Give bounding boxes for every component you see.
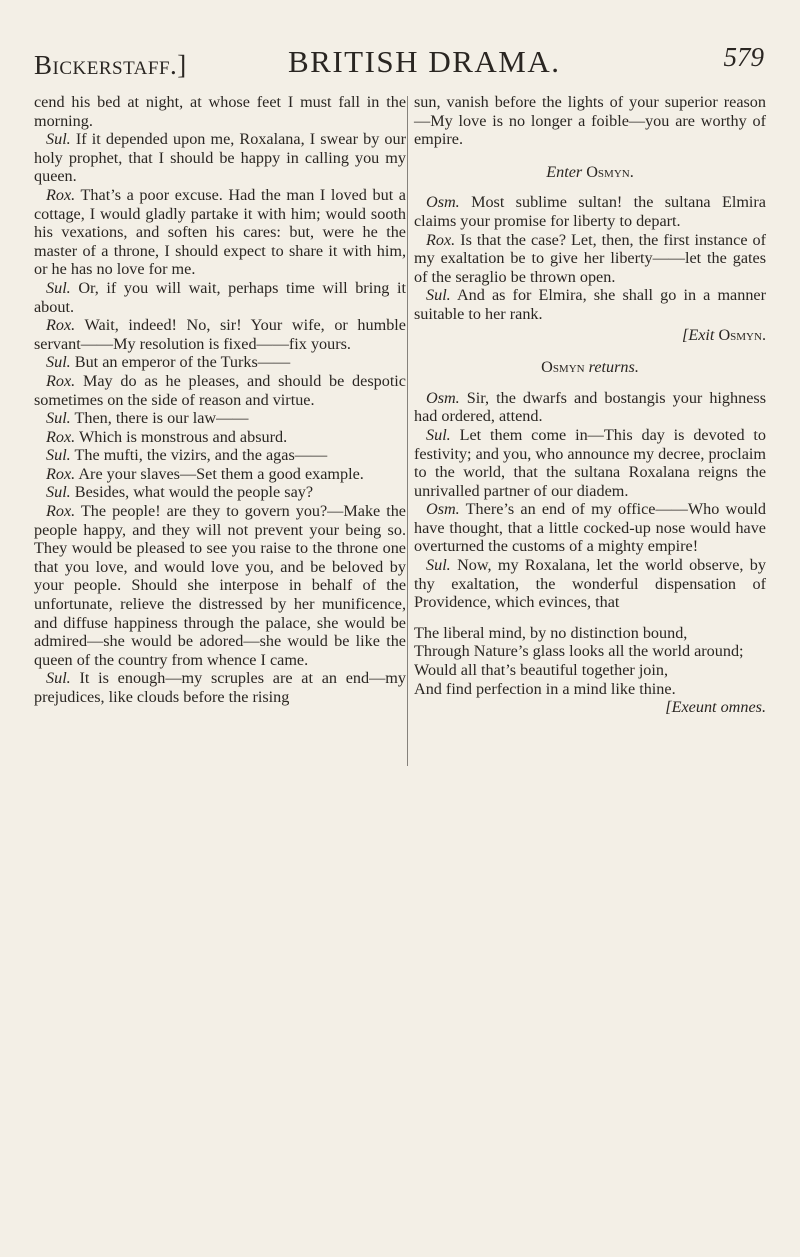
speech-line: Rox. The people! are they to govern you?—Make the people happy, and they will not prevent your being so. They would be pleased to see you raise to the throne one that you love, and would love you, and be beloved by your people. Should she interpose in behalf of the unfortunate, relieve the distressed by her munificence, and diffuse happiness through the palace, she would be admired—she would be adored—she would be like the queen of the country from whence I came. <box>34 502 406 669</box>
speech-line: Osm. Most sublime sultan! the sultana Elmira claims your promise for liberty to depart. <box>414 193 766 230</box>
speech-line: Sul. But an emperor of the Turks—— <box>46 353 291 372</box>
speaker-label: Sul. <box>426 556 451 575</box>
verse-line: Would all that’s beautiful together join, <box>414 661 669 680</box>
speaker-label: Sul. <box>426 425 451 444</box>
speaker-label: Sul. <box>46 278 71 297</box>
verse-line: And find perfection in a mind like thine. <box>414 679 676 698</box>
speech-line: Sul. Or, if you will wait, perhaps time will bring it about. <box>34 278 406 316</box>
speaker-label: Rox. <box>426 230 456 249</box>
speech-line: Rox. Is that the case? Let, then, the first instance of my exaltation be to give her liberty——let the gates of the seraglio be thrown open. <box>414 230 766 286</box>
speech-line: cend his bed at night, at whose feet I must fall in the morning. <box>34 93 406 130</box>
left-column <box>34 93 406 707</box>
stage-direction-returns: Osmyn returns. <box>541 358 639 377</box>
speaker-label: Sul. <box>46 483 71 502</box>
speaker-label: Osm. <box>426 193 460 212</box>
speech-line: Osm. There’s an end of my office——Who would have thought, that a little cocked-up nose would have overturned the customs of a mighty empire! <box>414 500 766 556</box>
running-head-author: Bickerstaff.] <box>34 50 187 80</box>
speech-line: Sul. Let them come in—This day is devoted to festivity; and you, who announce my decree, proclaim to the world, that the sultana Roxalana reigns the unrivalled partner of our diadem. <box>414 425 766 500</box>
column-divider <box>407 96 408 766</box>
speech-line: Rox. Wait, indeed! No, sir! Your wife, or humble servant——My resolution is fixed——fix yours. <box>34 316 406 353</box>
speech-line: Osm. Sir, the dwarfs and bostangis your highness had ordered, attend. <box>414 388 766 426</box>
speech-line: Sul. If it depended upon me, Roxalana, I swear by our holy prophet, that I should be happy in calling you my queen. <box>34 130 406 186</box>
verse-line: Through Nature’s glass looks all the world around; <box>414 642 744 661</box>
right-column <box>414 93 766 717</box>
speech-line: Sul. Then, there is our law—— <box>46 409 249 428</box>
speech-line: Rox. May do as he pleases, and should be despotic sometimes on the side of reason and virtue. <box>34 371 406 409</box>
verse-block <box>414 624 766 698</box>
speech-line: Sul. It is enough—my scruples are at an end—my prejudices, like clouds before the rising <box>34 669 406 706</box>
speaker-label: Rox. <box>46 427 76 446</box>
speaker-label: Osm. <box>426 500 460 519</box>
speech-line: Sul. Besides, what would the people say? <box>46 483 314 502</box>
speaker-label: Sul. <box>46 130 71 149</box>
speech-line: Rox. That’s a poor excuse. Had the man I loved but a cottage, I would gladly partake it with him; would sooth his vexations, and soften his cares: but, were he the master of a throne, I should expect to share it with him, or he has no love for me. <box>34 185 406 279</box>
speaker-label: Sul. <box>46 409 71 428</box>
running-head-title: BRITISH DRAMA. <box>288 44 561 79</box>
speaker-label: Rox. <box>46 185 76 204</box>
speaker-label: Sul. <box>46 669 71 688</box>
speech-line: Sul. Now, my Roxalana, let the world observe, by thy exaltation, the wonderful dispensation of Providence, which evinces, that <box>414 556 766 612</box>
running-head <box>34 42 766 86</box>
page-number: 579 <box>723 42 764 72</box>
speaker-label: Rox. <box>46 464 76 483</box>
verse-line: The liberal mind, by no distinction bound, <box>414 623 688 642</box>
stage-direction-exeunt: [Exeunt omnes. <box>665 698 766 717</box>
speech-line: Rox. Which is monstrous and absurd. <box>46 427 288 446</box>
stage-direction-enter: Enter Osmyn. <box>546 162 634 181</box>
speaker-label: Osm. <box>426 388 460 407</box>
speaker-label: Sul. <box>46 353 71 372</box>
speech-continuation: sun, vanish before the lights of your superior reason—My love is no longer a foible—you are worthy of empire. <box>414 93 766 149</box>
speaker-label: Rox. <box>46 502 76 521</box>
speaker-label: Sul. <box>46 446 71 465</box>
speaker-label: Rox. <box>46 371 76 390</box>
speaker-label: Sul. <box>426 286 451 305</box>
speech-line: Sul. And as for Elmira, she shall go in a manner suitable to her rank. <box>414 286 766 323</box>
speech-line: Rox. Are your slaves—Set them a good example. <box>46 464 364 483</box>
stage-direction-exit: [Exit Osmyn. <box>682 325 766 344</box>
speaker-label: Rox. <box>46 316 76 335</box>
speech-line: Sul. The mufti, the vizirs, and the agas—— <box>46 446 328 465</box>
